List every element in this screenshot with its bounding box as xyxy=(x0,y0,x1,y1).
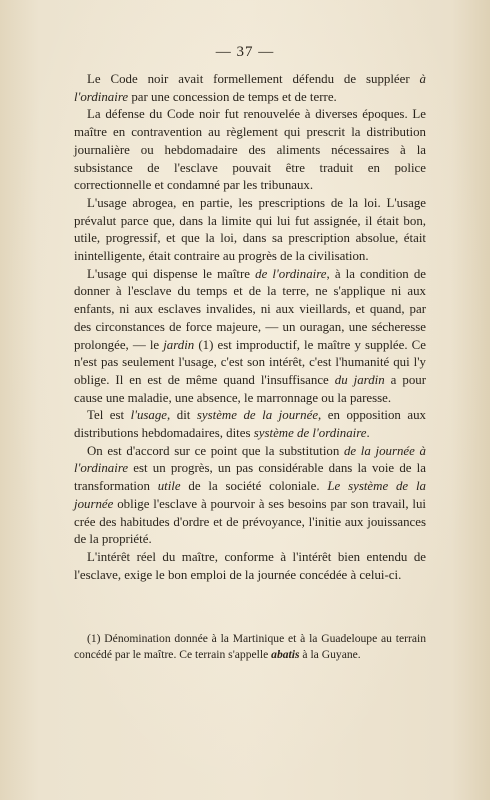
paragraph-5: Tel est l'usage, dit système de la journée, en opposition aux distributions hebdomadaires, dites système de l'ordinaire. xyxy=(74,408,426,441)
italic-phrase: à l'ordinaire xyxy=(74,72,426,104)
italic-phrase: utile xyxy=(157,479,181,494)
paragraph-4: L'usage qui dispense le maître de l'ordinaire, à la condition de donner à l'esclave du temps et de la terre, ne s'applique ni aux enfants, ni aux esclaves invalides, ni aux vieillards, et quand, par des circonstances de force majeure, — un ouragan, une sécheresse prolongée, — le jardin (1) est improductif, le maître y supplée. Ce n'est pas seulement l'usage, c'est son intérêt, c'est l'humanité qui l'y oblige. Il en est de même quand l'insuffisance du jardin a pour cause une maladie, une absence, le marronnage ou la paresse. xyxy=(74,266,426,405)
footnote xyxy=(74,631,426,663)
italic-phrase: système de l'ordinaire xyxy=(253,426,367,441)
italic-phrase: du jardin xyxy=(334,372,385,387)
paragraph-7: L'intérêt réel du maître, conforme à l'intérêt bien entendu de l'esclave, exige le bon emploi de la journée concédée à celui-ci. xyxy=(74,549,426,582)
italic-phrase: l'usage xyxy=(130,408,168,423)
bold-italic-term: abatis xyxy=(271,648,300,661)
italic-phrase: système de la journée xyxy=(196,408,319,423)
italic-phrase: de la journée à l'ordinaire xyxy=(74,443,426,476)
italic-phrase: de l'ordinaire xyxy=(255,266,327,281)
paragraph-2: La défense du Code noir fut renouvelée à diverses époques. Le maître en contravention au règlement qui prescrit la distribution journalière ou hebdomadaire des aliments nécessaires à la subsistance de l'esclave pouvait être traduit en police correctionnelle et condamné par les tribunaux. xyxy=(74,107,426,193)
paragraph-1: Le Code noir avait formellement défendu de suppléer à l'ordinaire par une concession de temps et de terre. xyxy=(74,72,426,104)
paragraph-3: L'usage abrogea, en partie, les prescriptions de la loi. L'usage prévalut parce que, dans la limite qui lui fut assignée, il était bon, utile, progressif, et que la loi, dans sa prescription absolue, était inintelligente, était contraire au progrès de la civilisation. xyxy=(74,195,426,264)
main-text xyxy=(74,71,426,584)
footnote-text: (1) Dénomination donnée à la Martinique et à la Guadeloupe au terrain concédé par le maître. Ce terrain s'appelle abatis à la Guyane. xyxy=(74,632,426,661)
italic-phrase: jardin xyxy=(163,337,195,352)
paragraph-6: On est d'accord sur ce point que la substitution de la journée à l'ordinaire est un progrès, un pas considérable dans la voie de la transformation utile de la société coloniale. Le système de la journée oblige l'esclave à pourvoir à ses besoins par son travail, lui crée des habitudes d'ordre et de prévoyance, l'initie aux jouissances de la propriété. xyxy=(74,443,426,547)
italic-phrase: Le système de la journée xyxy=(74,479,426,511)
page-number: — 37 — xyxy=(215,44,275,60)
